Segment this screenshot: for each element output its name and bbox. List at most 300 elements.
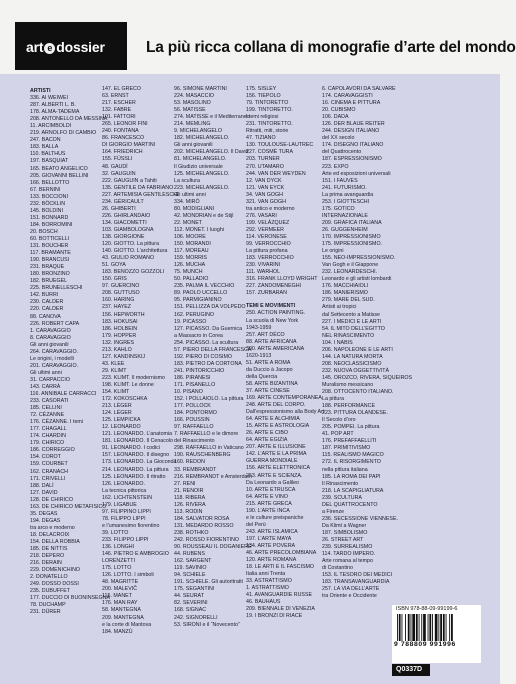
catalog-entry: 172. KOKOSCHKA: [102, 396, 148, 403]
catalog-entry: 157. ZURBARAN: [246, 290, 287, 297]
catalog-entry: 89. PAOLO UCCELLO: [174, 290, 228, 297]
catalog-entry: La prima avanguardia: [322, 191, 374, 198]
catalog-entry: 208. NEOCLASSICISMO: [322, 360, 382, 367]
catalog-entry: 223. EXPO: [322, 163, 349, 170]
catalog-entry: 42. MONDRIAN e de Stijl: [174, 212, 234, 219]
catalog-entry: 216. REMBRANDT e Amsterdam: [174, 473, 252, 480]
catalog-entry: 264. CARAVAGGIO.: [30, 348, 79, 355]
catalog-entry: 95. PARMIGIANINO: [174, 297, 222, 304]
catalog-entry: 192. PIERO DI COSIMO: [174, 353, 232, 360]
catalog-entry: 175. SISLEY: [246, 86, 277, 92]
catalog-entry: 208. GUTTUSO: [102, 290, 140, 297]
catalog-entry: 197. BASQUIAT: [30, 158, 69, 165]
catalog-entry: 19. I BRONZI DI RIACE: [246, 613, 303, 620]
catalog-entry: 171. CRIVELLI: [30, 475, 66, 482]
barcode-bar: [423, 614, 426, 641]
catalog-entry: 188. PERFORMANCE: [322, 403, 375, 410]
catalog-entry: 186. MANIERISMO: [322, 290, 368, 297]
catalog-column-1: [30, 86, 111, 617]
catalog-entry: 177. CHAGALL: [30, 426, 67, 433]
catalog-entry: 22. MONET: [174, 219, 202, 226]
catalog-entry: 227. ARTEMISIA GENTILESCHI: [102, 191, 179, 198]
barcode-icon: [397, 614, 477, 641]
catalog-entry: 151. I FAUVES: [322, 177, 358, 184]
catalog-entry: 26. STREET ART: [322, 537, 364, 543]
catalog-entry: 198. KLIMT. Le donne: [102, 381, 154, 388]
catalog-entry: del Rinascimento: [174, 438, 215, 445]
barcode-bar: [408, 614, 410, 641]
catalog-entry: 177. POLLOCK: [174, 403, 211, 410]
catalog-entry: 26. ARTE E CIBO: [246, 430, 288, 437]
catalog-entry: 146. PIETRO E AMBROGIO: [102, 551, 169, 558]
catalog-entry: 26. GHIBERTI: [102, 205, 136, 212]
catalog-entry: GUERRA MONDIALE: [246, 458, 298, 465]
catalog-entry: 106. DADA: [322, 114, 349, 121]
catalog-entry: tra antico e moderno: [246, 205, 295, 212]
catalog-entry: 81. MICHELANGELO.: [174, 156, 227, 163]
catalog-entry: 10. PISANO: [174, 389, 203, 396]
catalog-column-4: [246, 86, 325, 621]
catalog-entry: 185. LA ROMA DEI PAPI: [322, 473, 381, 480]
catalog-entry: 215. ARTE GRECA: [246, 500, 292, 507]
catalog-entry: 224. MASACCIO: [174, 93, 215, 100]
logo-text: art e dossier: [26, 39, 105, 55]
catalog-entry: 155. FÜSSLI: [102, 156, 133, 163]
barcode-bar: [397, 614, 398, 641]
catalog-entry: 237. HAYEZ: [102, 304, 132, 311]
catalog-entry: 248. ARTE DEL CORPO.: [246, 402, 306, 409]
catalog-entry: a Massacro in Corea: [174, 332, 223, 339]
catalog-entry: 9. MICHELANGELO: [174, 128, 222, 135]
catalog-entry: 12. VAN DYCK: [246, 177, 282, 184]
catalog-entry: Gli ultimi anni: [30, 369, 62, 376]
catalog-entry: 244. DESIGN ITALIANO: [322, 128, 380, 135]
catalog-entry: 19. PICASSO: [174, 318, 207, 325]
catalog-entry: 53. MASOLINO: [174, 100, 211, 107]
catalog-entry: Gli ultimi anni: [174, 191, 206, 198]
catalog-entry: 162. SARGENT: [174, 558, 212, 565]
catalog-entry: 159. COURBET: [30, 461, 68, 468]
catalog-entry: 169. ARTE CONTEMPORANEA: [246, 395, 322, 402]
catalog-entry: 178. ALMA-TADEMA: [30, 109, 80, 116]
catalog-entry: 182. MICHELANGELO.: [174, 135, 230, 142]
catalog-entry: Arte ed esposizioni universali: [322, 170, 391, 177]
catalog-entry: 226. GHIRLANDAIO: [102, 212, 151, 219]
catalog-entry: 176. PREFAFFAELLITI: [322, 438, 377, 445]
catalog-entry: 227. ZANDOMENEGHI: [246, 283, 302, 290]
catalog-entry: 154. DELLA ROBBIA: [30, 539, 80, 545]
catalog-entry: 147. EL GRECO: [102, 86, 141, 92]
catalog-entry: 144. LA NATURA MORTA: [322, 353, 383, 360]
catalog-entry: 136. LONGHI: [102, 544, 135, 551]
catalog-entry: 150. MORANDI: [174, 241, 211, 248]
catalog-entry: 171. PISANELLO: [174, 381, 216, 388]
catalog-entry: 183. VERROCCHIO: [246, 255, 294, 262]
catalog-entry: 223. MICHELANGELO.: [174, 184, 230, 191]
catalog-entry: 253. ARTE E SCIENZA.: [246, 472, 303, 479]
catalog-entry: 183. TRANSAVANGUARDIA: [322, 579, 390, 586]
catalog-entry: 58. ARTE BIZANTINA: [246, 380, 298, 387]
catalog-entry: 162. PERUGINO: [174, 311, 215, 318]
catalog-entry: La pittura profana: [246, 248, 288, 255]
catalog-entry: 1943-1959: [246, 324, 272, 331]
catalog-entry: 156. TIEPOLO: [246, 93, 281, 100]
catalog-entry: 209. GRAFICA ITALIANA: [322, 219, 382, 226]
logo-e-mark: e: [44, 43, 55, 54]
catalog-entry: 182. BRUEGEL: [30, 278, 68, 285]
barcode-bar: [438, 614, 439, 641]
catalog-entry: 162. LICHTENSTEIN: [102, 494, 153, 501]
catalog-entry: del Perù: [246, 521, 266, 528]
catalog-entry: 117. MOREAU: [174, 248, 209, 255]
catalog-entry: 175. SEGANTINI: [174, 586, 215, 593]
catalog-entry: 173. LEONARDO. La Gioconda: [102, 459, 177, 466]
catalog-entry: 200. MALEVIČ: [102, 586, 138, 593]
catalog-entry: 21. RENOIR: [174, 487, 204, 494]
catalog-entry: 185. CELLINI: [30, 405, 62, 412]
catalog-entry: 114. TARDO IMPERO.: [322, 551, 376, 558]
catalog-entry: 276. VASARI: [246, 212, 277, 219]
catalog-entry: 287. ALBERTI L. B.: [30, 102, 76, 109]
catalog-entry: 239. SCULTURA: [322, 494, 362, 501]
catalog-entry: 106. MOORE: [174, 233, 206, 240]
catalog-entry: 155. NEO-IMPRESSIONISMO.: [322, 255, 396, 262]
catalog-entry: 233. FILIPPO LIPPI: [102, 537, 149, 543]
catalog-entry: 175. GOTICO: [322, 205, 355, 212]
barcode-number: 9 788809 991996: [394, 641, 456, 648]
catalog-entry: 206. NAPOLEONE E LE ARTI: [322, 346, 393, 353]
catalog-entry: 186. HOLBEIN: [102, 325, 138, 332]
catalog-entry: 236. SECESSIONE VIENNESE.: [322, 515, 398, 522]
catalog-entry: 140. GIOTTO. L’architettura: [102, 248, 168, 255]
catalog-entry: 238. ROTHKO: [174, 529, 209, 536]
catalog-column-3: [174, 86, 252, 629]
barcode-bar: [446, 614, 447, 641]
catalog-entry: 181. LEONARDO. Il Cenacolo: [102, 438, 173, 445]
catalog-entry: 15. ARTE E ASTROLOGIA: [246, 423, 310, 430]
catalog-entry: 101. FATTORI: [102, 114, 136, 121]
catalog-entry: INTERNAZIONALE: [322, 212, 368, 219]
catalog-entry: 67. BERNINI: [30, 186, 61, 193]
catalog-entry: 176. MACCHIAIOLI: [322, 283, 369, 290]
catalog-entry: di Costantino: [322, 565, 353, 572]
catalog-entry: 94. SCHIELE: [174, 572, 206, 579]
barcode-bar: [405, 614, 406, 641]
catalog-entry: 160. REDON: [174, 459, 205, 466]
catalog-entry: 151. BONNARD: [30, 214, 69, 221]
catalog-entry: 44. RUBENS: [174, 551, 205, 558]
catalog-entry: 249. DOSSO DOSSI: [30, 581, 79, 588]
catalog-entry: 97. RAFFAELLO: [174, 424, 214, 431]
catalog-entry: 316. FRANK LLOYD WRIGHT: [246, 276, 318, 283]
catalog-entry: 58. MANTEGNA: [102, 607, 141, 614]
catalog-entry: Leonardo e gli artisti lombardi: [322, 276, 392, 283]
catalog-entry: 54. IL MITO DELL’EGITTO: [322, 325, 385, 332]
catalog-entry: 64. ARTE EGIZIA: [246, 437, 288, 444]
catalog-entry: 124. LÉGER: [102, 410, 132, 417]
catalog-entry: 166. POUSSIN: [174, 417, 210, 424]
catalog-entry: 143. CARRÀ: [30, 383, 61, 390]
catalog-entry: 88. CANOVA: [30, 313, 61, 320]
catalog-entry: 298. RAFFAELLO in Vaticano: [174, 445, 244, 452]
catalog-entry: 231. DÜRER: [30, 609, 61, 616]
catalog-entry: 75. MUNCH: [174, 269, 203, 276]
barcode-bar: [399, 614, 401, 641]
catalog-entry: 208. OTTOCENTO ITALIANO.: [322, 389, 394, 396]
catalog-entry: 186. PIRANESI: [174, 374, 211, 381]
catalog-entry: 151. PELLIZZA DA VOLPEDO: [174, 304, 246, 311]
catalog-entry: 253. I GIOTTESCHI: [322, 198, 370, 205]
catalog-entry: 46. BAUHAUS: [246, 599, 281, 606]
tagline: La più ricca collana di monografie d’arte del mondo: [146, 39, 516, 56]
catalog-entry: 142. L’ARTE E LA PRIMA: [246, 451, 307, 458]
catalog-entry: 29. KLIMT: [102, 367, 127, 374]
catalog-entry: 126. RIVERA: [174, 501, 206, 508]
catalog-entry: 121. LEONARDO. L’anatomia: [102, 431, 173, 438]
catalog-entry: I temi religiosi: [246, 114, 279, 121]
catalog-entry: 231. BRAQUE: [30, 264, 65, 271]
barcode-bar: [443, 614, 445, 641]
catalog-entry: 115. REALISMO MAGICO: [322, 452, 384, 459]
catalog-column-2: [102, 86, 179, 636]
catalog-entry: 190. L’ARTE INCA: [246, 507, 290, 514]
catalog-entry: 160. HARING: [102, 297, 135, 304]
catalog-entry: 126. DER BLAUE REITER: [322, 121, 385, 128]
catalog-entry: del XX secolo: [322, 135, 355, 142]
catalog-entry: 272. IL RISORGIMENTO: [322, 459, 381, 466]
catalog-entry: 208. ANTONELLO DA MESSINA: [30, 116, 108, 123]
catalog-entry: 225. BRUNELLESCHI: [30, 285, 83, 292]
catalog-entry: 41. AVANGUARDIE RUSSE: [246, 592, 313, 599]
catalog-entry: 209. BIENNALE DI VENEZIA: [246, 606, 315, 613]
catalog-entry: 35. DEGAS: [30, 510, 58, 517]
catalog-entry: 20. CUBISMO: [322, 107, 356, 114]
catalog-entry: 126. MUCHA: [174, 262, 206, 269]
catalog-entry: Dall’espressionismo alla Body Art: [246, 409, 325, 416]
catalog-entry: 257. LA VIA DELL’ARTE: [322, 586, 380, 593]
catalog-entry: 145. BOLDINI: [30, 207, 63, 214]
catalog-entry: Gli anni giovanili: [174, 142, 213, 149]
catalog-entry: 197. L’ARTE MAYA: [246, 535, 292, 542]
barcode-bar: [451, 614, 453, 641]
catalog-entry: 199. VELÁZQUEZ: [246, 219, 290, 226]
catalog-entry: 243. ARTE ISLAMICA: [246, 528, 298, 535]
catalog-entry: 168. SIGNAC: [174, 607, 207, 614]
catalog-entry: 234. GÉRICAULT: [102, 198, 144, 205]
catalog-entry: 1. ASTRATTISMO: [246, 585, 289, 592]
catalog-entry: 240. FONTANA: [102, 128, 139, 135]
catalog-entry: 205. GIOVANNI BELLINI: [30, 172, 89, 179]
catalog-entry: 257. ART DÉCO: [246, 331, 285, 338]
catalog-entry: 64. ARTE E VINO: [246, 493, 288, 500]
catalog-entry: 113. RODIN: [174, 508, 203, 515]
catalog-entry: 134. GIACOMETTI: [102, 219, 147, 226]
catalog-entry: della Quercia: [246, 373, 278, 380]
catalog-entry: 218. DEPERO: [30, 553, 65, 560]
catalog-entry: 218. LA SCAPIGLIATURA: [322, 487, 384, 494]
catalog-entry: 186. CORREGGIO: [30, 447, 75, 454]
section-gap: [246, 297, 322, 301]
barcode-bar: [432, 614, 433, 641]
catalog-entry: 125. MICHELANGELO.: [174, 170, 230, 177]
catalog-entry: 96. SIMONE MARTINI: [174, 86, 227, 92]
catalog-entry: 163. DE CHIRICO METAFISICO: [30, 503, 107, 510]
catalog-entry: 223. PITTURA OLANDESE.: [322, 410, 388, 417]
catalog-entry: 78. FILIPPO LIPPI: [102, 515, 146, 522]
catalog-entry: 118. RIBERA: [174, 494, 206, 501]
catalog-entry: 188. DALÍ: [30, 482, 54, 489]
catalog-entry: 138. GIORGIONE: [102, 233, 145, 240]
catalog-entry: 156. HEPWORTH: [102, 311, 145, 318]
catalog-entry: 131. BOUCHER: [30, 243, 69, 250]
catalog-entry: 154. COROT: [30, 454, 61, 461]
catalog-entry: 1. CARAVAGGIO: [30, 327, 71, 334]
catalog-entry: 134. ARTE POVERA: [246, 543, 296, 549]
catalog-entry: La tecnica pittorica: [102, 487, 147, 494]
catalog-entry: 7. RAFFAELLO e le dimore: [174, 431, 239, 438]
catalog-entry: 233. CASORATI: [30, 398, 69, 405]
catalog-entry: 80. MODIGLIANI: [174, 205, 215, 212]
catalog-entry: 232. NUOVA OGGETTIVITÀ: [322, 367, 390, 374]
catalog-entry: 41. POP ART: [322, 431, 354, 438]
catalog-entry: 133. BOCCIONI: [30, 193, 68, 200]
catalog-entry: 132. FABRE: [102, 107, 132, 114]
catalog-entry: Muralismo messicano: [322, 381, 374, 388]
catalog-entry: 120. ARTE ROMANA: [246, 557, 297, 564]
catalog-entry: 203. TURNER: [246, 156, 280, 163]
catalog-entry: 230. CALDER: [30, 299, 64, 306]
catalog-entry: 97. FILIPPINO LIPPI: [102, 508, 151, 515]
catalog-entry: e l’umanesimo fiorentino: [102, 522, 160, 529]
catalog-entry: 115. MANET: [102, 593, 132, 600]
catalog-entry: 16. CINEMA E PITTURA: [322, 100, 381, 107]
catalog-entry: 48. MAGRITTE: [102, 579, 139, 586]
catalog-entry: 37. ARTE CINESE: [246, 387, 290, 394]
catalog-entry: 46. ARTE PRECOLOMBIANA: [246, 550, 317, 557]
catalog-entry: 11. ARCIMBOLDI: [30, 123, 72, 130]
catalog-entry: e le culture preispaniche: [246, 514, 304, 521]
catalog-entry: 50. PALLADIO: [174, 276, 209, 283]
header: [0, 0, 516, 73]
catalog-entry: 125. LEMPICKA: [102, 417, 141, 424]
catalog-entry: 104. I NABIS: [322, 339, 353, 346]
catalog-entry: LORENZETTI: [102, 558, 135, 565]
catalog-entry: 165. BEATO ANGELICO: [30, 165, 88, 172]
catalog-entry: 64. ARTE E ALCHIMIA: [246, 416, 300, 423]
catalog-entry: 1620-1913: [246, 352, 272, 359]
catalog-entry: 223. KLIMT. Il modernismo: [102, 374, 165, 381]
catalog-entry: Ritratti, miti, storie: [246, 128, 289, 135]
catalog-entry: 26. GUGGENHEIM: [322, 226, 368, 233]
catalog-entry: Le origini, i modelli: [30, 355, 74, 362]
catalog-entry: 127. DAVID: [30, 489, 58, 496]
catalog-entry: 128. DE CHIRICO: [30, 496, 73, 503]
catalog-entry: 43. KLEE: [102, 360, 125, 367]
catalog-entry: La scultura: [174, 177, 200, 184]
catalog-entry: 63. ERNST: [102, 93, 129, 100]
catalog-entry: 116. ANNIBALE CARRACCI: [30, 391, 97, 398]
catalog-entry: 242. SIGNORELLI: [174, 614, 218, 621]
catalog-entry: 184. MANZÙ: [102, 628, 133, 635]
catalog-entry: 88. ARTE AFRICANA: [246, 338, 297, 345]
catalog-entry: 184. PONTORMO: [174, 410, 217, 417]
catalog-entry: 99. VERROCCHIO: [246, 241, 291, 248]
catalog-entry: tra arco e moderno: [30, 524, 75, 531]
catalog-entry: 214. LEONARDO. La pittura: [102, 466, 169, 473]
catalog-entry: e la corte di Mantova: [102, 621, 152, 628]
catalog-entry: 154. KLIMT: [102, 389, 130, 396]
catalog-entry: 153. IL TESORO DEI MEDICI: [322, 572, 393, 579]
catalog-entry: 241. PINTORICCHIO: [174, 367, 225, 374]
catalog-entry: 112. MONET. I luoghi: [174, 226, 224, 233]
catalog-entry: Da Leonardo a Galileo: [246, 479, 300, 486]
catalog-entry: Gli anni giovanili: [30, 341, 69, 348]
catalog-entry: 175. IMPRESSIONISMO.: [322, 241, 383, 248]
catalog-entry: 10. ARTE ETRUSCA: [246, 486, 296, 493]
catalog-entry: 170. IMPRESSIONISMO: [322, 233, 381, 240]
catalog-entry: 235. DUBUFFET: [30, 588, 71, 595]
catalog-entry: Arte romana al tempo: [322, 558, 373, 565]
catalog-entry: 53. SIRONI e il “Novecento”: [174, 621, 240, 628]
section-heading: TEMI E MOVIMENTI: [246, 303, 296, 310]
catalog-entry: 187. PRIMITIVISMO: [322, 445, 371, 452]
catalog-entry: 175. LOTTO: [102, 565, 132, 572]
catalog-entry: 227. COSMÈ TURA: [246, 149, 293, 156]
catalog-entry: 125. LEONARDO. Il ritratto: [102, 473, 166, 480]
barcode-bar: [416, 614, 418, 641]
catalog-entry: 183. HOKUSAI: [102, 318, 138, 325]
catalog-entry: 235. PALMA IL VECCHIO: [174, 283, 235, 290]
catalog-entry: 183. PIETRO DA CORTONA: [174, 360, 242, 367]
barcode-bar: [449, 614, 450, 641]
catalog-entry: 229. DOMENICHINO: [30, 567, 81, 574]
catalog-entry: 202. MICHELANGELO. Il David: [174, 149, 249, 156]
catalog-entry: 145. OROZCO, RIVERA, SIQUEIROS: [322, 374, 413, 381]
catalog-entry: 86. FRANCESCO: [102, 135, 145, 142]
catalog-entry: 241. FUTURISMO.: [322, 184, 367, 191]
catalog-entry: 183. BALLA: [30, 144, 59, 151]
catalog-entry: 279. MARE DEL SUD.: [322, 297, 375, 304]
catalog-entry: 97. GUERCINO: [102, 283, 140, 290]
catalog-entry: 47. TIZIANO: [246, 135, 276, 142]
catalog-entry: 207. ARTE E ILLUSIONE: [246, 444, 306, 451]
catalog-entry: Artisti ai tropici: [322, 304, 357, 311]
catalog-entry: 166. BELLOTTO: [30, 179, 70, 186]
barcode-bar: [411, 614, 412, 641]
catalog-entry: 174. DISEGNO ITALIANO: [322, 142, 384, 149]
catalog-entry: Il Rinascimento: [322, 480, 359, 487]
catalog-entry: 214. MEMLING: [174, 121, 211, 128]
catalog-entry: 254. PICASSO. La scultura: [174, 339, 239, 346]
catalog-entry: a Firenze: [322, 508, 345, 515]
barcode-bar: [421, 614, 422, 641]
catalog-entry: 117. BRAMANTE: [30, 250, 71, 257]
catalog-entry: 239. SURREALISMO: [322, 544, 373, 551]
catalog-entry: 78. DUCHAMP: [30, 602, 66, 609]
catalog-entry: 199. TINTORETTO.: [246, 107, 293, 114]
catalog-entry: 231. TINTORETTO.: [246, 121, 293, 128]
catalog-entry: 135. GENTILE DA FABRIANO: [102, 184, 174, 191]
catalog-entry: 213. LÉGER: [102, 403, 132, 410]
catalog-entry: 79. TINTORETTO: [246, 100, 289, 107]
catalog-entry: Da Klimt a Wagner: [322, 522, 367, 529]
catalog-entry: 190. BRANCUSI: [30, 257, 70, 264]
catalog-entry: La scuola di New York: [246, 317, 299, 324]
catalog-entry: Il Giudizio universale: [174, 163, 223, 170]
catalog-entry: 174. CARAVAGGISTI: [322, 93, 373, 100]
catalog-entry: 230. VIVARINI: [246, 262, 281, 269]
catalog-entry: 127. PICASSO. Da Guernica: [174, 325, 243, 332]
